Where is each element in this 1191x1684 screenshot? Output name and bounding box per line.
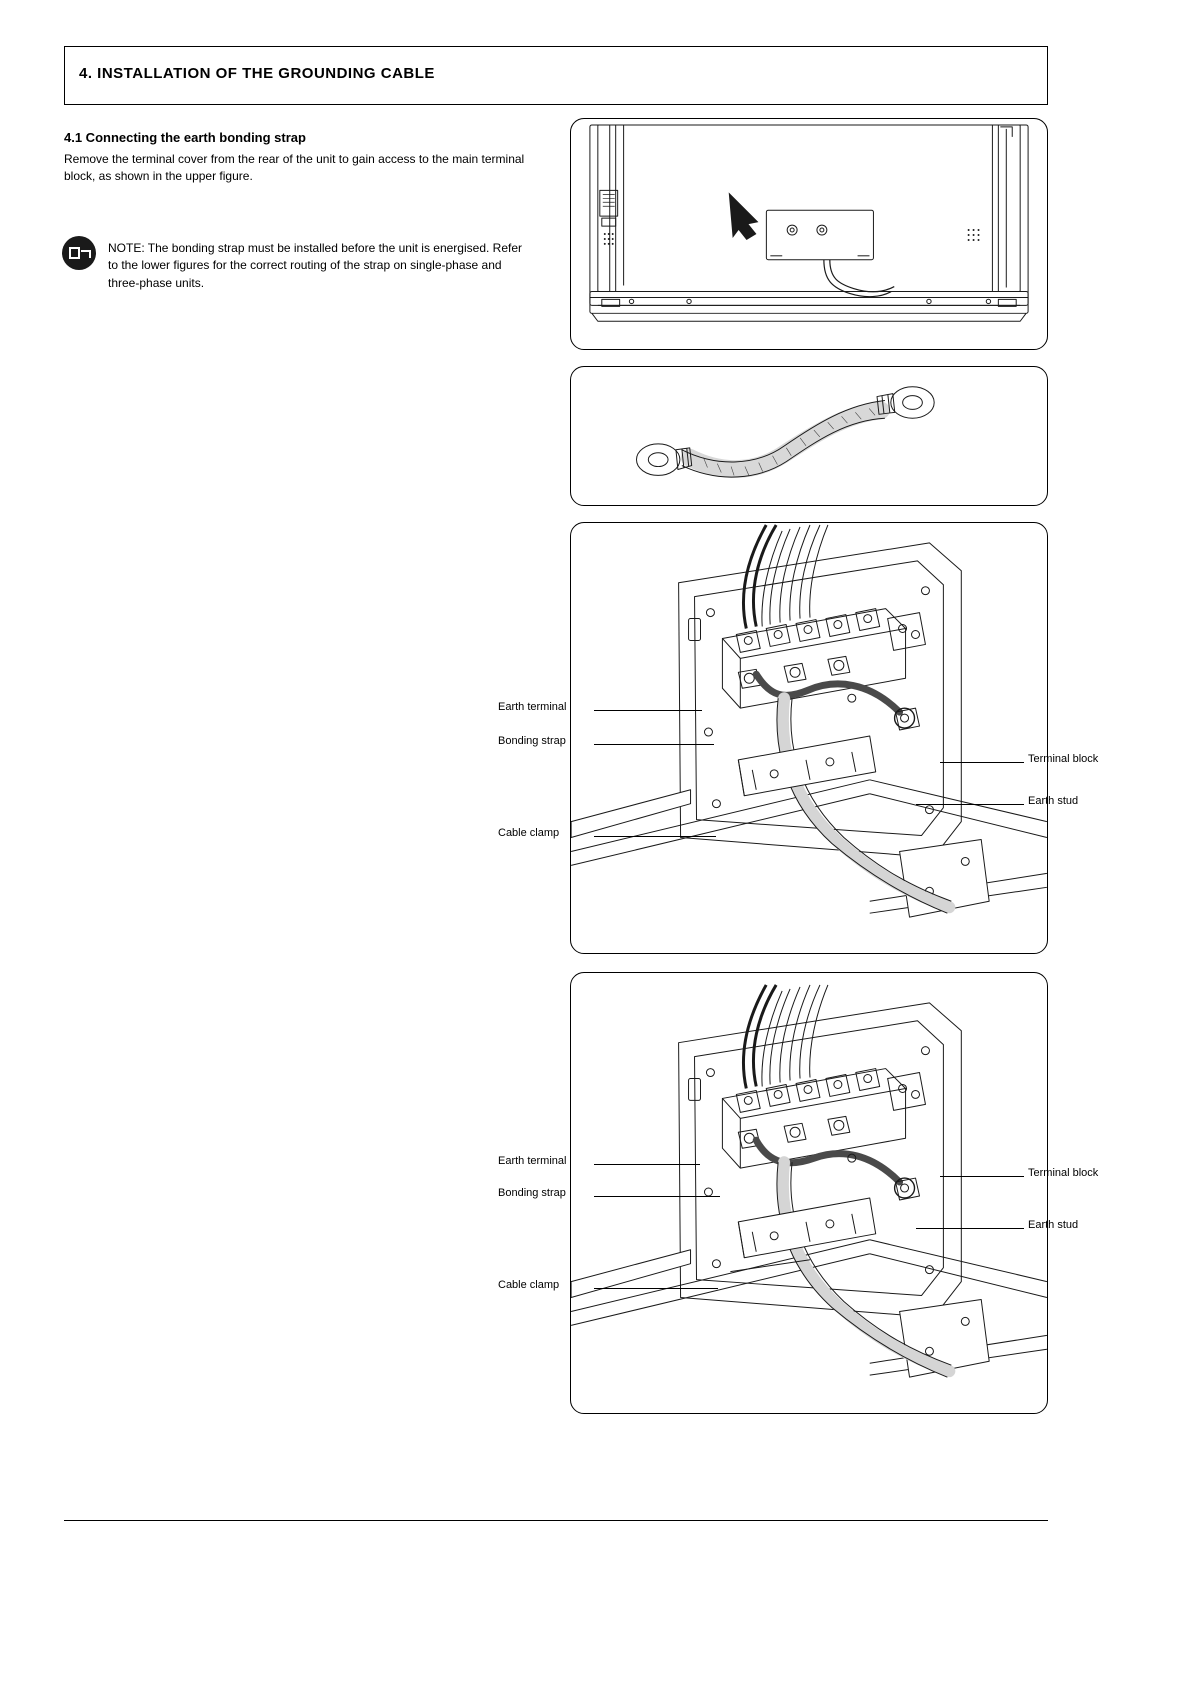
figure-rear-unit-overview bbox=[570, 118, 1048, 350]
leader-line bbox=[940, 1176, 1024, 1177]
callout-cable-clamp-2: Cable clamp bbox=[498, 1279, 560, 1291]
callout-earth-terminal-2: Earth terminal bbox=[498, 1155, 567, 1167]
section-header-box bbox=[64, 46, 1048, 105]
footer-divider bbox=[64, 1520, 1048, 1521]
leader-line bbox=[594, 744, 714, 745]
callout-bonding-strap-1: Bonding strap bbox=[498, 735, 566, 747]
step-title: 4.1 Connecting the earth bonding strap bbox=[64, 130, 306, 145]
leader-line bbox=[594, 710, 702, 711]
instruction-column bbox=[64, 130, 534, 196]
paragraph-1: Remove the terminal cover from the rear of the unit to gain access to the main terminal block, as shown in the upper figure. bbox=[64, 152, 525, 184]
note-block bbox=[62, 236, 532, 292]
callout-earth-terminal-1: Earth terminal bbox=[498, 701, 567, 713]
callout-terminal-block-2: Terminal block bbox=[1028, 1167, 1099, 1179]
leader-line bbox=[916, 1228, 1024, 1229]
leader-line bbox=[594, 1288, 718, 1289]
note-icon bbox=[62, 236, 96, 270]
leader-line bbox=[594, 836, 716, 837]
leader-line bbox=[594, 1164, 700, 1165]
callout-earth-stud-2: Earth stud bbox=[1028, 1219, 1079, 1231]
figure-terminal-block-three-phase bbox=[570, 972, 1048, 1414]
leader-line bbox=[940, 762, 1024, 763]
figure-bonding-strap-part bbox=[570, 366, 1048, 506]
leader-line bbox=[916, 804, 1024, 805]
figure-terminal-block-single-phase bbox=[570, 522, 1048, 954]
leader-line bbox=[594, 1196, 720, 1197]
section-header-text: 4. INSTALLATION OF THE GROUNDING CABLE bbox=[79, 65, 435, 82]
callout-earth-stud-1: Earth stud bbox=[1028, 795, 1079, 807]
callout-bonding-strap-2: Bonding strap bbox=[498, 1187, 566, 1199]
callout-terminal-block-1: Terminal block bbox=[1028, 753, 1099, 765]
callout-cable-clamp-1: Cable clamp bbox=[498, 827, 560, 839]
note-text: NOTE: The bonding strap must be installed before the unit is energised. Refer to the lower figures for the correct routing of the strap on single-phase and three-phase units. bbox=[108, 241, 523, 290]
